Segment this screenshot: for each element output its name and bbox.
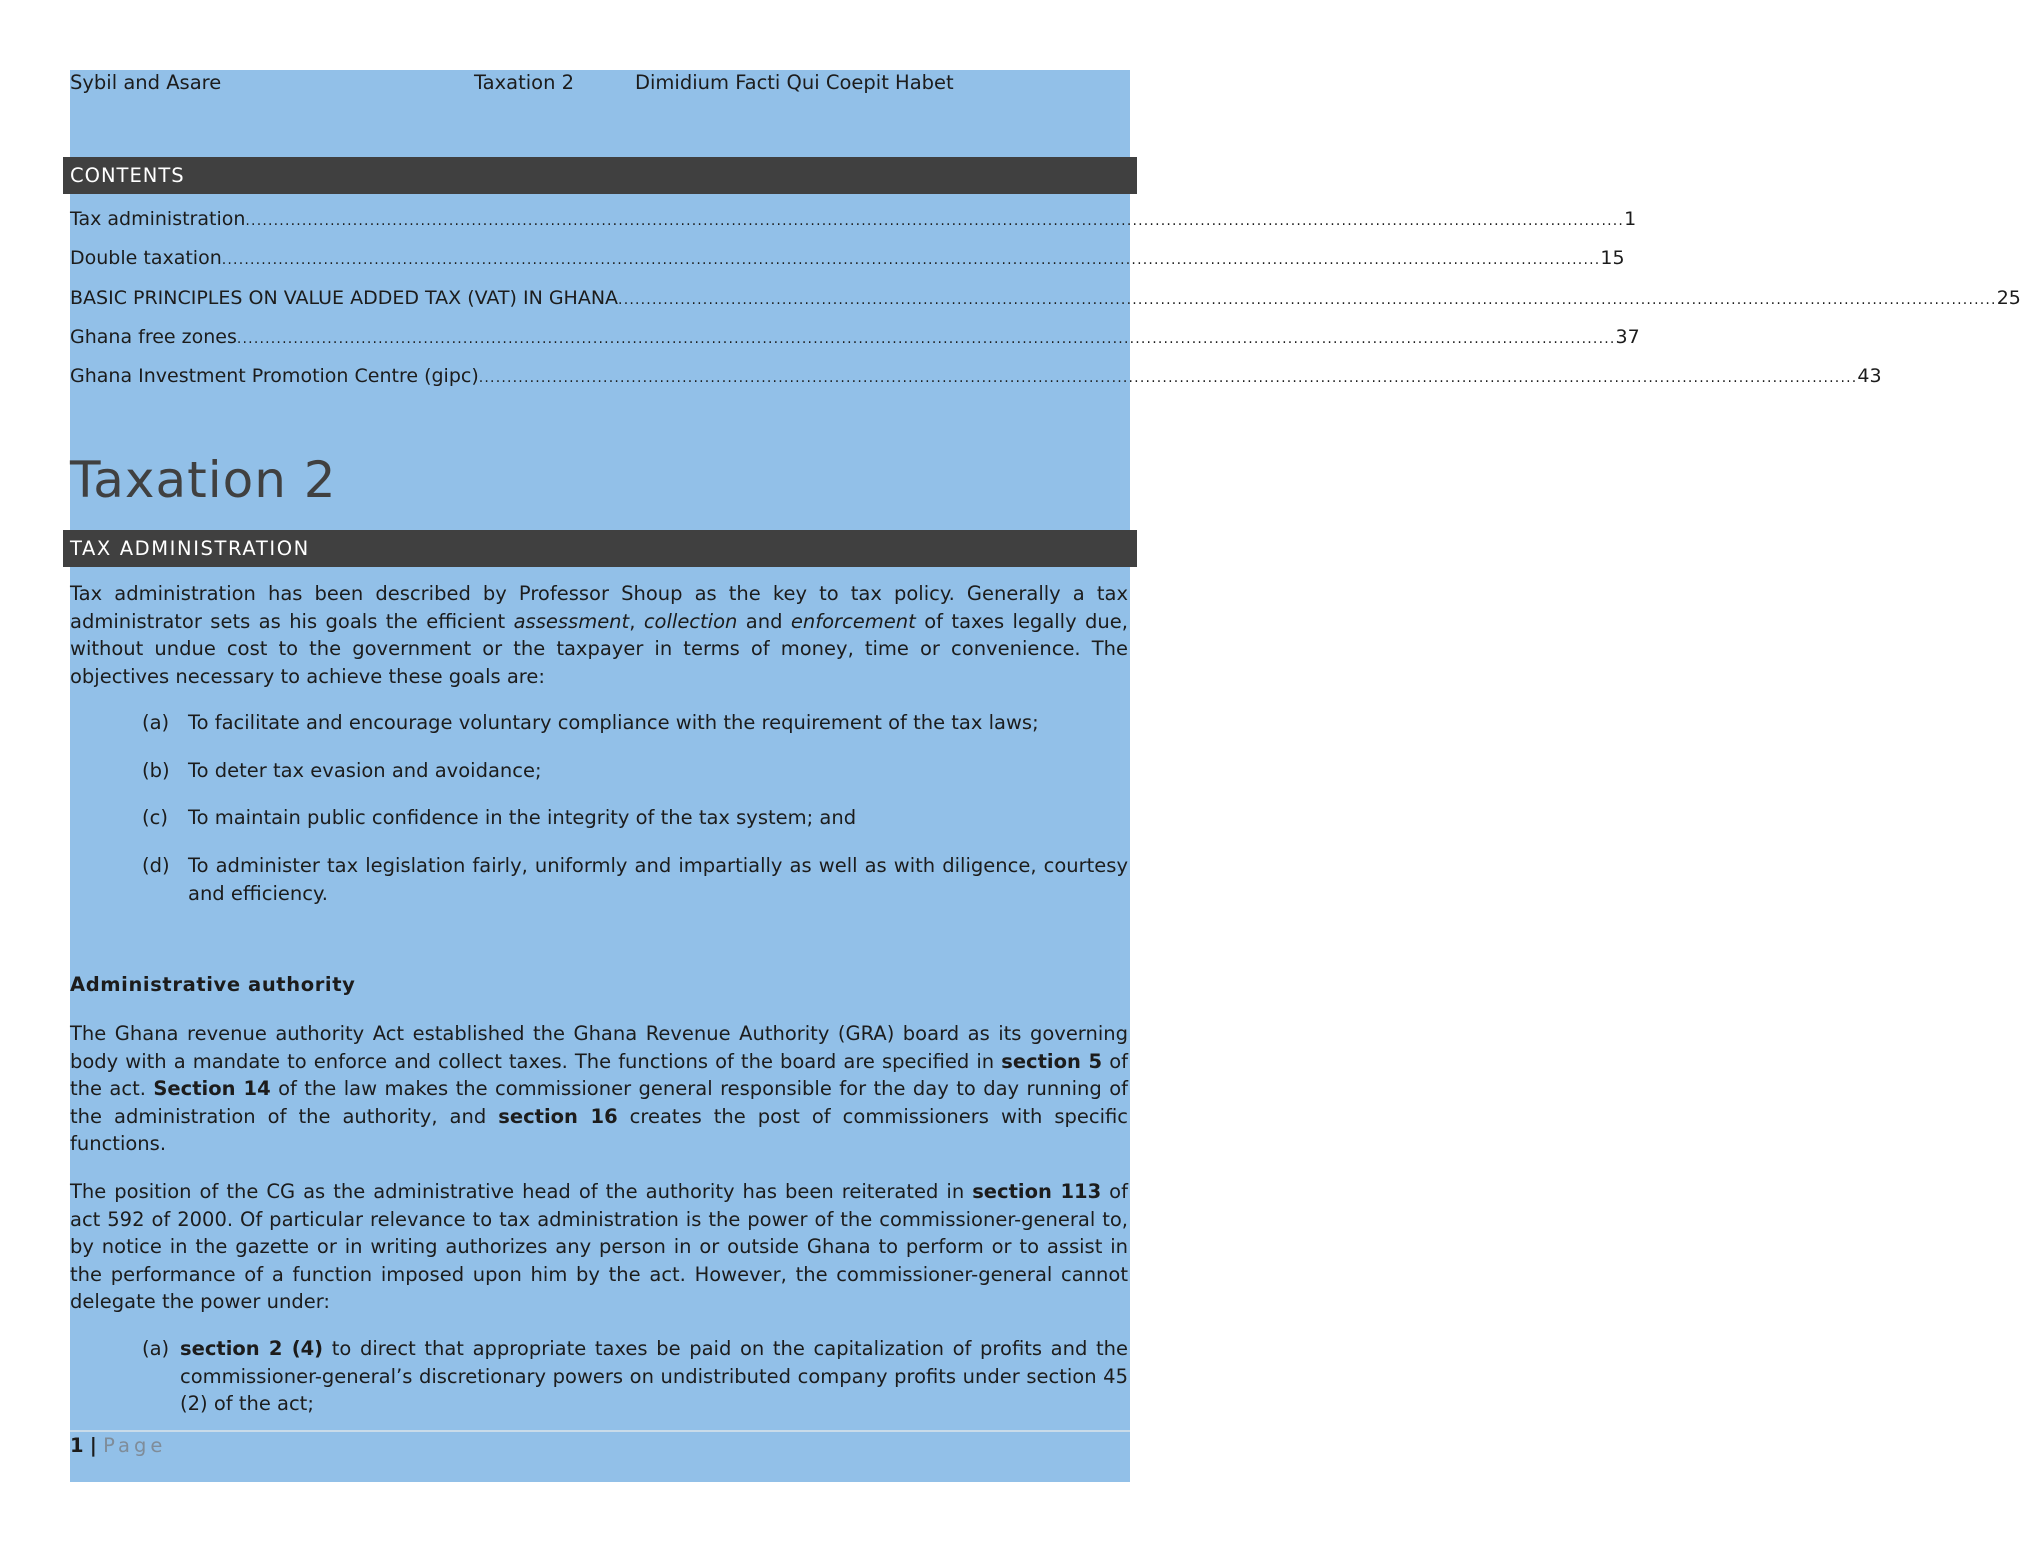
toc-leader: .................................................................................................................................................................................................................................................... xyxy=(618,292,1997,308)
page-word: Page xyxy=(103,1434,167,1457)
header-authors: Sybil and Asare xyxy=(70,71,222,94)
toc-leader: .................................................................................................................................................................................................................................................... xyxy=(245,213,1625,229)
toc-entry-page: 43 xyxy=(1857,365,1882,387)
toc-entry-title: Double taxation xyxy=(70,247,222,269)
contents-heading: CONTENTS xyxy=(63,157,1137,194)
header-motto: Dimidium Facti Qui Coepit Habet xyxy=(635,71,954,94)
administrative-authority-heading: Administrative authority xyxy=(70,973,356,996)
toc-leader: .................................................................................................................................................................................................................................................... xyxy=(236,331,1616,347)
toc-entry-page: 37 xyxy=(1615,326,1640,348)
toc-leader: .................................................................................................................................................................................................................................................... xyxy=(478,370,1858,386)
objective-item: (b) To deter tax evasion and avoidance; xyxy=(142,759,542,782)
running-header xyxy=(70,71,1130,95)
delegation-exception-item: (a) section 2 (4) to direct that appropriate taxes be paid on the capitalization of profits and the commissioner-general’s discretionary powers on undistributed company profits under section 45 (2) of the act; xyxy=(142,1337,1129,1415)
objective-item: (d) To administer tax legislation fairly, uniformly and impartially as well as with diligence, courtesy and efficiency. xyxy=(142,854,1128,905)
authority-paragraph-1: The Ghana revenue authority Act established the Ghana Revenue Authority (GRA) board as its governing body with a mandate to enforce and collect taxes. The functions of the board are specified in section 5 of the act. Section 14 of the law makes the commissioner general responsible for the day to day running of the administration of the authority, and section 16 creates the post of commissioners with specific functions. xyxy=(70,1022,1129,1155)
toc-entry-page: 1 xyxy=(1624,208,1637,230)
toc-entry[interactable] xyxy=(70,287,2021,313)
toc-entry-title: Tax administration xyxy=(70,208,246,230)
page-number: 1 xyxy=(70,1434,84,1457)
toc-entry-title: Ghana Investment Promotion Centre (gipc) xyxy=(70,365,479,387)
toc-entry-title: Ghana free zones xyxy=(70,326,237,348)
objective-item: (a) To facilitate and encourage voluntary compliance with the requirement of the tax laws; xyxy=(142,711,1039,734)
toc-entry-page: 25 xyxy=(1996,287,2021,309)
document-title: Taxation 2 xyxy=(70,451,337,509)
toc-entry-page: 15 xyxy=(1600,247,1625,269)
authority-paragraph-2: The position of the CG as the administrative head of the authority has been reiterated in section 113 of act 592 of 2000. Of particular relevance to tax administration is the power of the commissioner-general to, by notice in the gazette or in writing authorizes any person in or outside Ghana to perform or to assist in the performance of a function imposed upon him by the act. However, the commissioner-general cannot delegate the power under: xyxy=(70,1180,1128,1313)
toc-entry[interactable] xyxy=(70,247,1625,273)
footer-separator: | xyxy=(89,1434,97,1457)
section-heading: TAX ADMINISTRATION xyxy=(63,530,1137,567)
intro-paragraph: Tax administration has been described by Professor Shoup as the key to tax policy. Generally a tax administrator sets as his goals the efficient assessment, collection and enforcement of taxes legally due, without undue cost to the government or the taxpayer in terms of money, time or convenience. The objectives necessary to achieve these goals are: xyxy=(70,582,1128,688)
footer-divider xyxy=(70,1430,1130,1432)
toc-entry-title: BASIC PRINCIPLES ON VALUE ADDED TAX (VAT) IN GHANA xyxy=(70,287,619,309)
toc-leader: .................................................................................................................................................................................................................................................... xyxy=(221,252,1601,268)
page-footer xyxy=(70,1434,166,1457)
toc-entry[interactable] xyxy=(70,208,1637,234)
objective-item: (c) To maintain public confidence in the integrity of the tax system; and xyxy=(142,806,857,829)
toc-entry[interactable] xyxy=(70,365,1882,391)
header-course: Taxation 2 xyxy=(474,71,575,94)
toc-entry[interactable] xyxy=(70,326,1640,352)
